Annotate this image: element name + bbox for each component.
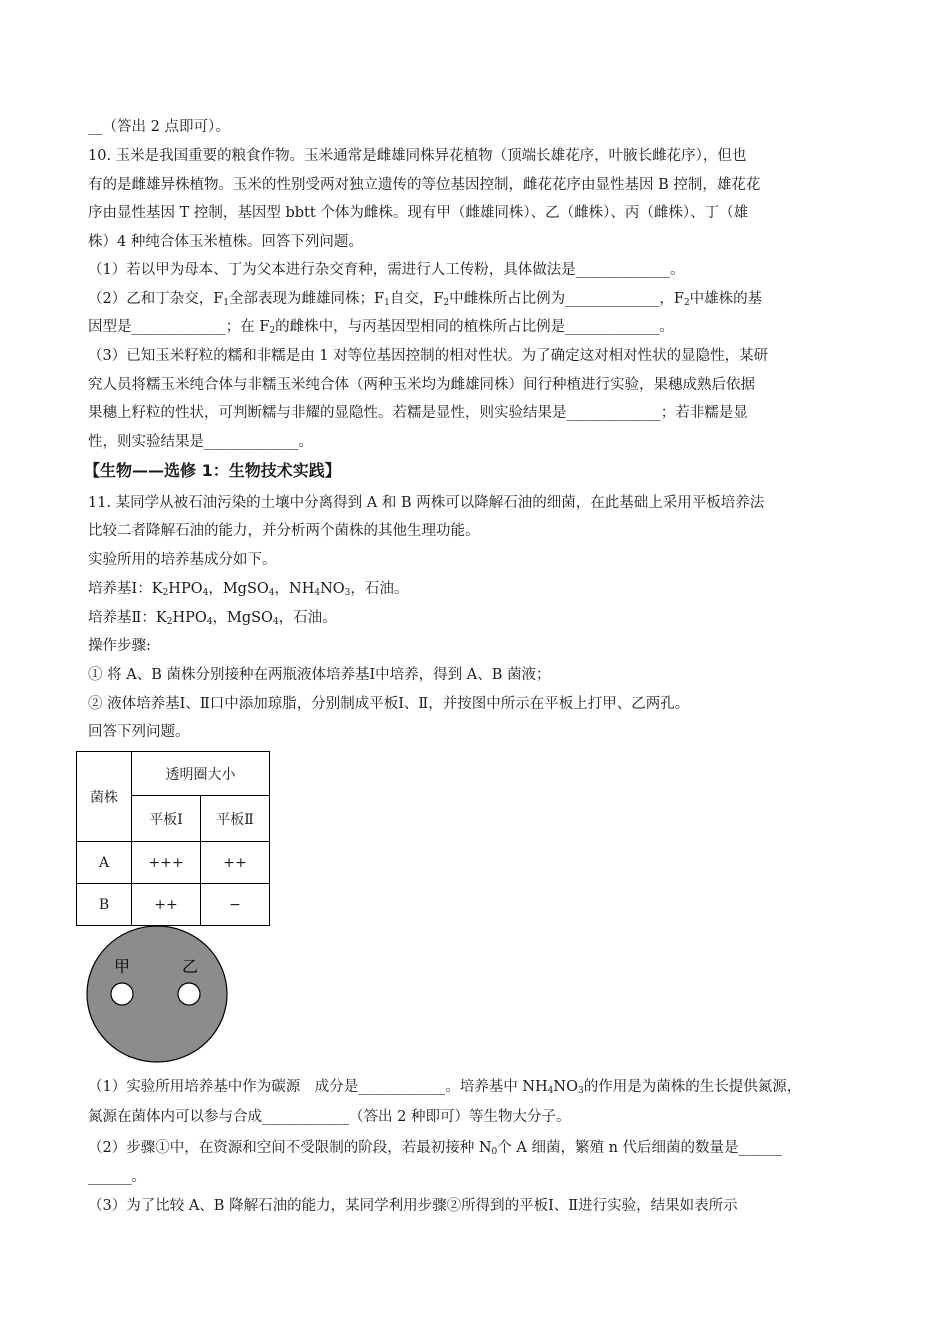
- label-yi: 乙: [182, 957, 199, 976]
- row-plate2-value: −: [201, 884, 270, 926]
- row-plate1-value: ++: [132, 884, 201, 926]
- step-2: ② 液体培养基Ⅰ、Ⅱ口中添加琼脂，分别制成平板Ⅰ、Ⅱ，并按图中所示在平板上打甲、乙两孔。: [88, 696, 690, 712]
- q11-text-line-1: 11. 某同学从被石油污染的土壤中分离得到 A 和 B 两株可以降解石油的细菌，在此基础上采用平板培养法: [88, 495, 765, 511]
- q10-text-line-4: 株）4 种纯合体玉米植株。回答下列问题。: [88, 234, 363, 250]
- q11-part2-line-2: ______。: [88, 1169, 146, 1185]
- hole-jia: [111, 983, 133, 1005]
- operations-label: 操作步骤:: [88, 638, 151, 654]
- step-1: ① 将 A、B 菌株分别接种在两瓶液体培养基Ⅰ中培养，得到 A、B 菌液；: [88, 667, 551, 683]
- q11-part2-line-1: （2）步骤①中，在资源和空间不受限制的阶段，若最初接种 $N_0$个 A 细菌，繁殖 n 代后细菌的数量是______: [88, 1140, 783, 1157]
- q11-part3-line-1: （3）为了比较 A、B 降解石油的能力，某同学利用步骤②所得到的平板Ⅰ、Ⅱ进行实验，结果如表所示: [88, 1198, 738, 1214]
- table-row: [77, 842, 270, 884]
- medium-2: 培养基Ⅱ：$K_2HPO_4$，MgSO$_4$，石油。: [88, 610, 337, 627]
- table-header-strain: 菌株: [77, 752, 132, 842]
- q10-part2-line-2: 因型是_____________；在 $F_2$的雌株中，与丙基因型相同的植株所占比例是_____________。: [88, 319, 674, 336]
- q10-part3-line-3: 果穗上籽粒的性状，可判断糯与非耀的显隐性。若糯是显性，则实验结果是_____________；若非糯是显: [88, 405, 748, 421]
- q10-part2-line-1: （2）乙和丁杂交，$F_1$全部表现为雌雄同株；$F_1$自交，$F_2$中雌株所占比例为_____________，$F_2$中雄株的基: [88, 291, 763, 308]
- q10-text-line-3: 序由显性基因 T 控制，基因型 bbtt 个体为雌株。现有甲（雌雄同株）、乙（雌株）、丙（雌株）、丁（雄: [88, 205, 749, 221]
- results-table: [76, 751, 270, 926]
- table-row: [77, 884, 270, 926]
- q11-part1-line-1: （1）实验所用培养基中作为碳源 成分是____________。培养基中 $NH_4NO_3$的作用是为菌株的生长提供氮源，: [88, 1079, 802, 1096]
- row-strain: A: [77, 842, 132, 884]
- section-heading: 【生物——选修 1：生物技术实践】: [84, 461, 341, 480]
- petri-dish-figure: [84, 924, 234, 1066]
- answer-prompt: 回答下列问题。: [88, 724, 190, 740]
- q11-part1-line-2: 氮源在菌体内可以参与合成____________（答出 2 种即可）等生物大分子。: [88, 1109, 571, 1125]
- label-jia: 甲: [114, 957, 131, 976]
- q10-part3-line-4: 性，则实验结果是_____________。: [88, 434, 313, 450]
- row-strain: B: [77, 884, 132, 926]
- q10-text-line-1: 10. 玉米是我国重要的粮食作物。玉米通常是雌雄同株异花植物（顶端长雄花序，叶腋长雌花序），但也: [88, 148, 747, 164]
- hole-yi: [178, 983, 200, 1005]
- q10-part1: （1）若以甲为母本、丁为父本进行杂交育种，需进行人工传粉，具体做法是_____________。: [88, 262, 685, 278]
- q10-part3-line-2: 究人员将糯玉米纯合体与非糯玉米纯合体（两种玉米均为雌雄同株）间行种植进行实验，果穗成熟后依据: [88, 377, 755, 393]
- q11-text-line-2: 比较二者降解石油的能力，并分析两个菌株的其他生理功能。: [88, 523, 480, 539]
- table-header-plate1: 平板Ⅰ: [132, 796, 201, 842]
- row-plate2-value: ++: [201, 842, 270, 884]
- table-header-halo: 透明圈大小: [132, 752, 270, 796]
- table-header-plate2: 平板Ⅱ: [201, 796, 270, 842]
- medium-1: 培养基Ⅰ：$K_2HPO_4$，MgSO$_4$，$NH_4NO_3$，石油。: [88, 581, 409, 598]
- row-plate1-value: +++: [132, 842, 201, 884]
- q11-text-line-3: 实验所用的培养基成分如下。: [88, 552, 277, 568]
- q10-text-line-2: 有的是雌雄异株植物。玉米的性别受两对独立遗传的等位基因控制，雌花花序由显性基因 B 控制，雄花花: [88, 177, 761, 193]
- answer-hint-line: __（答出 2 点即可）。: [88, 119, 230, 135]
- q10-part3-line-1: （3）已知玉米籽粒的糯和非糯是由 1 对等位基因控制的相对性状。为了确定这对相对性状的显隐性，某研: [88, 348, 769, 364]
- agar-plate: [87, 926, 227, 1062]
